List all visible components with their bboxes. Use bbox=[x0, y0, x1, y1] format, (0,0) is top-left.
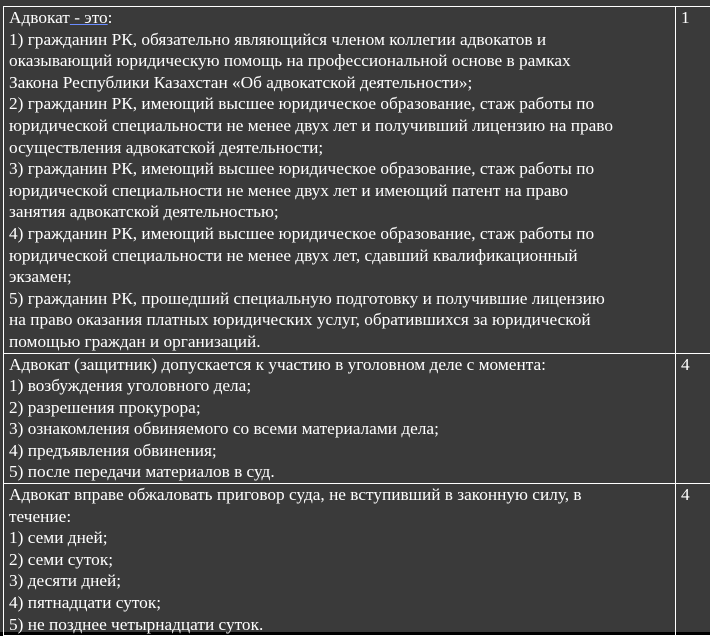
answer-number: 1 bbox=[681, 8, 690, 27]
option-line: 2) гражданин РК, имеющий высшее юридическое образование, стаж работы по bbox=[9, 93, 671, 115]
option-line: юридической специальности не менее двух лет и имеющий патент на право bbox=[9, 180, 671, 202]
spellcheck-flagged-text: - это bbox=[70, 8, 108, 27]
option-line: 2) семи суток; bbox=[9, 549, 671, 571]
option-line: помощью граждан и организаций. bbox=[9, 331, 671, 353]
answer-cell[interactable] bbox=[676, 484, 710, 636]
table-row bbox=[4, 353, 710, 484]
option-line: 5) после передачи материалов в суд. bbox=[9, 461, 671, 483]
option-line: Закона Республики Казахстан «Об адвокатской деятельности»; bbox=[9, 72, 671, 94]
option-line: 1) семи дней; bbox=[9, 527, 671, 549]
option-line: 1) гражданин РК, обязательно являющийся членом коллегии адвокатов и bbox=[9, 29, 671, 51]
option-line: юридической специальности не менее двух лет, сдавший квалификационный bbox=[9, 245, 671, 267]
option-line: на право оказания платных юридических услуг, обратившихся за юридической bbox=[9, 309, 671, 331]
option-line: 2) разрешения прокурора; bbox=[9, 397, 671, 419]
option-line: 3) десяти дней; bbox=[9, 570, 671, 592]
stem-text: : bbox=[108, 8, 113, 27]
table-row bbox=[4, 7, 710, 354]
question-stem bbox=[9, 7, 671, 29]
option-line: 3) ознакомления обвиняемого со всеми материалами дела; bbox=[9, 418, 671, 440]
option-line: 3) гражданин РК, имеющий высшее юридическое образование, стаж работы по bbox=[9, 158, 671, 180]
answer-number: 4 bbox=[681, 355, 690, 374]
option-line: 4) гражданин РК, имеющий высшее юридическое образование, стаж работы по bbox=[9, 223, 671, 245]
question-stem: Адвокат (защитник) допускается к участию в уголовном деле с момента: bbox=[9, 354, 671, 376]
option-line: 4) пятнадцати суток; bbox=[9, 592, 671, 614]
table-row bbox=[4, 484, 710, 636]
question-stem: Адвокат вправе обжаловать приговор суда, не вступивший в законную силу, в bbox=[9, 484, 671, 506]
option-line: экзамен; bbox=[9, 266, 671, 288]
questions-table bbox=[3, 6, 710, 636]
question-cell[interactable] bbox=[4, 7, 676, 354]
option-line: 4) предъявления обвинения; bbox=[9, 440, 671, 462]
option-line: осуществления адвокатской деятельности; bbox=[9, 137, 671, 159]
stem-text: Адвокат bbox=[9, 8, 70, 27]
question-cell[interactable] bbox=[4, 353, 676, 484]
answer-cell[interactable] bbox=[676, 353, 710, 484]
option-line: занятия адвокатской деятельностью; bbox=[9, 201, 671, 223]
option-line: оказывающий юридическую помощь на профессиональной основе в рамках bbox=[9, 50, 671, 72]
question-stem: течение: bbox=[9, 506, 671, 528]
option-line: юридической специальности не менее двух лет и получивший лицензию на право bbox=[9, 115, 671, 137]
question-cell[interactable] bbox=[4, 484, 676, 636]
option-line: 5) гражданин РК, прошедший специальную подготовку и получившие лицензию bbox=[9, 288, 671, 310]
option-line: 5) не позднее четырнадцати суток. bbox=[9, 614, 671, 636]
option-line: 1) возбуждения уголовного дела; bbox=[9, 375, 671, 397]
answer-cell[interactable] bbox=[676, 7, 710, 354]
answer-number: 4 bbox=[681, 485, 690, 504]
